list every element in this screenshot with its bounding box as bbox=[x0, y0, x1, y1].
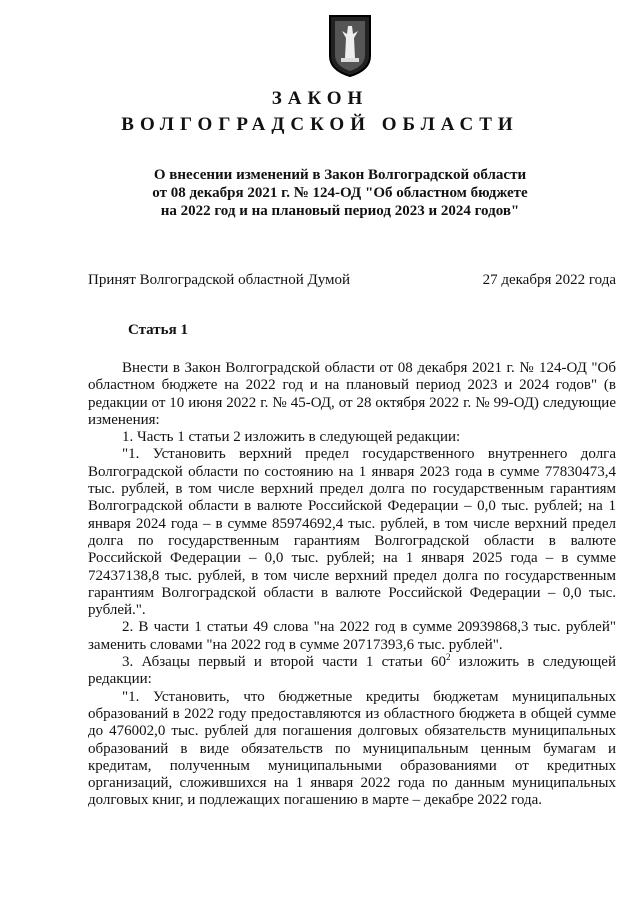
item-3-start: 3. Абзацы первый и второй части 1 статьи 60 bbox=[122, 654, 446, 671]
intro-paragraph: Внести в Закон Волгоградской области от 08 декабря 2021 г. № 124-ОД "Об областном бюджете на 2022 год и на плановый период 2023 и 2024 годов" (в редакции от 10 июня 2022 г. № 45-ОД, от 28 октября 2022 г. № 99-ОД) следующие изменения: bbox=[88, 360, 616, 428]
article-body bbox=[88, 360, 616, 810]
item-3 bbox=[88, 654, 616, 689]
law-subject bbox=[130, 166, 550, 220]
item-3-text: "1. Установить, что бюджетные кредиты бюджетам муниципальных образований в 2022 году предоставляются из областного бюджета в общей сумме до 476002,0 тыс. рублей для погашения долговых обязательств муниципальных образований в виде обязательств по муниципальным ценным бумагам и кредитам, полученным муниципальными образованиями от кредитных организаций, сложившихся на 1 января 2022 года по данным муниципальных долговых книг, и подлежащих погашению в марте – декабре 2022 года. bbox=[88, 688, 616, 809]
item-2: 2. В части 1 статьи 49 слова "на 2022 год в сумме 20939868,3 тыс. рублей" заменить словами "на 2022 год в сумме 20717393,6 тыс. рублей". bbox=[88, 619, 616, 653]
item-1-text: "1. Установить верхний предел государственного внутреннего долга Волгоградской области по состоянию на 1 января 2023 года в сумме 77830473,4 тыс. рублей, в том числе верхний предел долга по государственным гарантиям Волгоградской области в валюте Российской Федерации – 0,0 тыс. рублей; на 1 января 2024 года – в сумме 85974692,4 тыс. рублей, в том числе верхний предел долга по государственным гарантиям Волгоградской области в валюте Российской Федерации – 0,0 тыс. рублей; на 1 января 2025 года – в сумме 72437138,8 тыс. рублей, в том числе верхний предел долга по государственным гарантиям Волгоградской области в валюте Российской Федерации – 0,0 тыс. рублей.". bbox=[88, 446, 616, 619]
article-heading: Статья 1 bbox=[128, 322, 188, 338]
coat-of-arms-icon bbox=[327, 14, 373, 78]
law-region: ВОЛГОГРАДСКОЙ ОБЛАСТИ bbox=[121, 114, 519, 135]
law-title: ЗАКОН bbox=[271, 88, 369, 109]
article-superscript: 2 bbox=[446, 652, 451, 663]
subject-line: О внесении изменений в Закон Волгоградской области bbox=[153, 167, 527, 183]
subject-line: от 08 декабря 2021 г. № 124-ОД "Об областном бюджете bbox=[152, 185, 528, 201]
adopted-by: Принят Волгоградской областной Думой bbox=[88, 272, 351, 288]
adoption-date: 27 декабря 2022 года bbox=[482, 272, 616, 288]
item-1: 1. Часть 1 статьи 2 изложить в следующей редакции: bbox=[122, 429, 461, 446]
subject-line: на 2022 год и на плановый период 2023 и 2024 годов" bbox=[160, 203, 520, 219]
item-3-end: изложить в следующей редакции: bbox=[88, 654, 616, 688]
